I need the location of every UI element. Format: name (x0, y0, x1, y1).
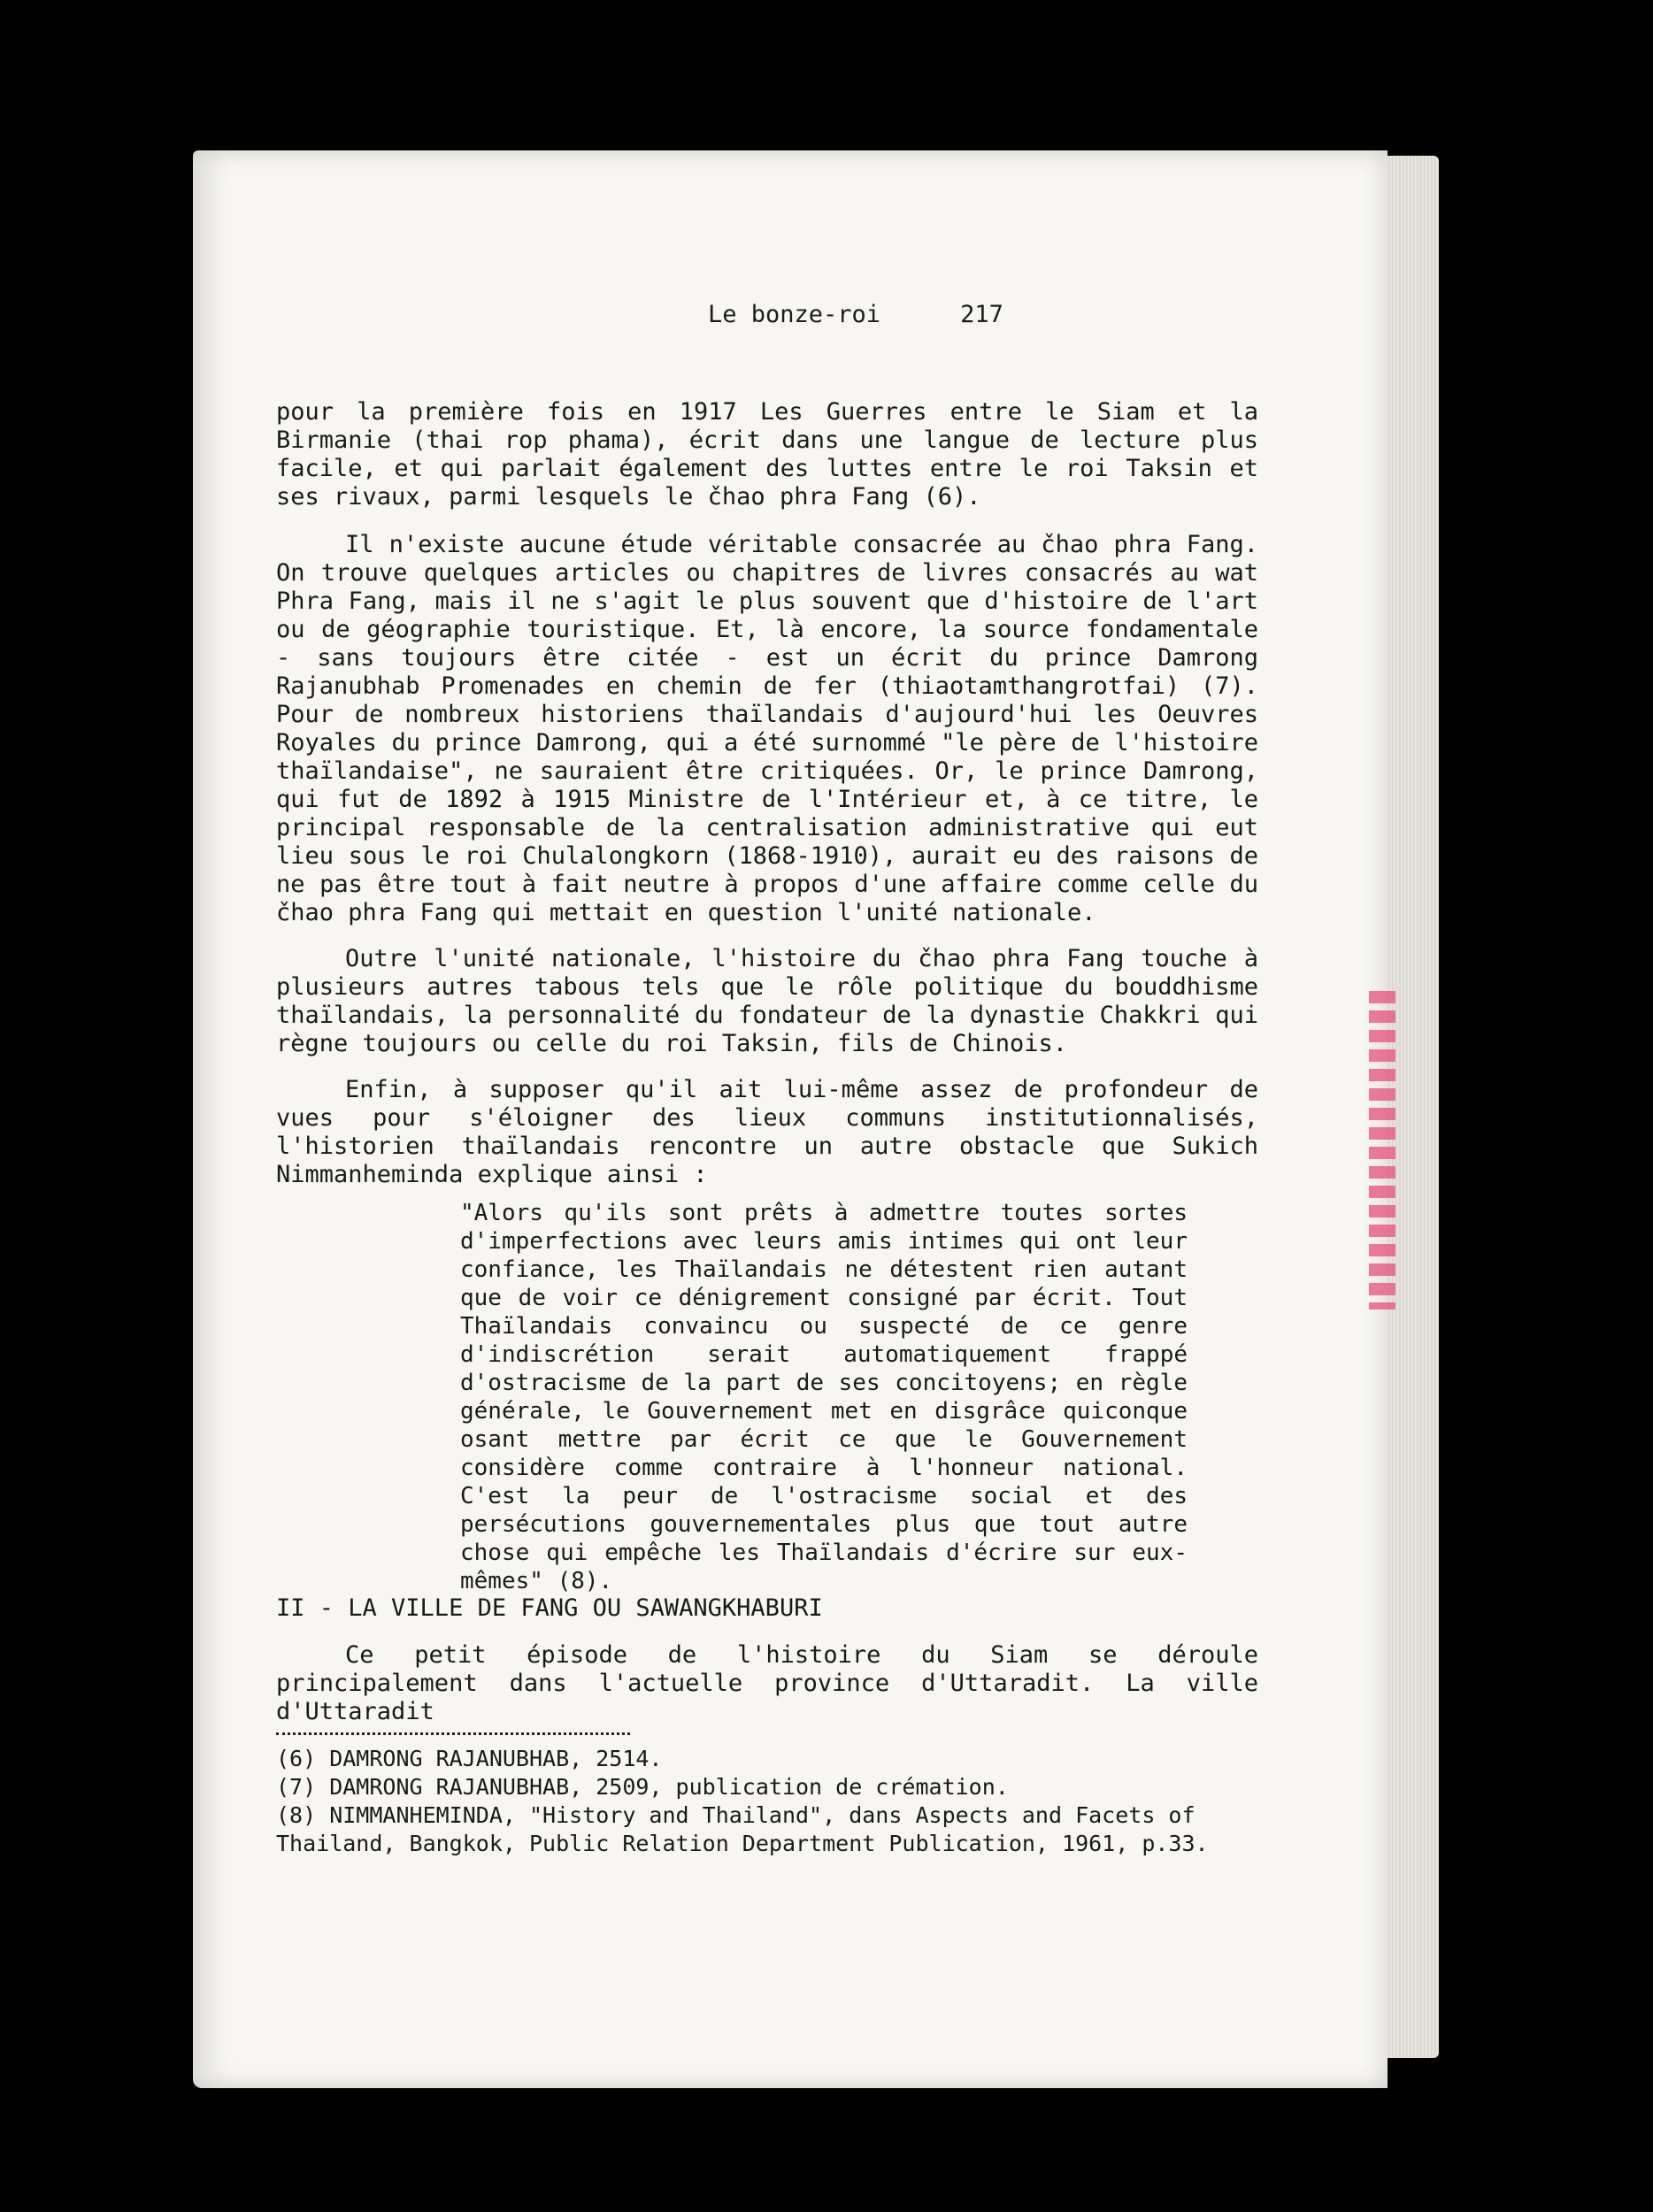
footnote-8: (8) NIMMANHEMINDA, "History and Thailand", dans Aspects and Facets of Thailand, Bangkok, Public Relation Department Publication, 1961, p.33. (276, 1802, 1209, 1856)
paragraph-1 (276, 398, 1258, 511)
paragraph-3 (276, 945, 1258, 1058)
paragraph-text: Ce petit épisode de l'histoire du Siam se déroule principalement dans l'actuelle province d'Uttaradit. La ville d'Uttaradit (276, 1641, 1258, 1725)
footnote-6: (6) DAMRONG RAJANUBHAB, 2514. (276, 1746, 663, 1771)
page-number: 217 (960, 301, 1003, 328)
paragraph-text: Outre l'unité nationale, l'histoire du čhao phra Fang touche à plusieurs autres tabous tels que le rôle politique du bouddhisme thaïlandais, la personnalité du fondateur de la dynastie Chakkri qui règne toujours ou celle du roi Taksin, fils de Chinois. (276, 945, 1258, 1057)
paragraph-text: pour la première fois en 1917 Les Guerres entre le Siam et la Birmanie (thai rop phama), écrit dans une langue de lecture plus facile, et qui parlait également des luttes entre le roi Taksin et ses rivaux, parmi lesquels le čhao phra Fang (6). (276, 398, 1258, 511)
quote-text: "Alors qu'ils sont prêts à admettre toutes sortes d'imperfections avec leurs amis intimes qui ont leur confiance, les Thaïlandais ne détestent rien autant que de voir ce dénigrement consigné par écrit. Tout Thaïlandais convaincu ou suspecté de ce genre d'indiscrétion serait automatiquement frappé d'ostracisme de la part de ses concitoyens; en règle générale, le Gouvernement met en disgrâce quiconque osant mettre par écrit ce que le Gouvernement considère comme contraire à l'honneur national. C'est la peur de l'ostracisme social et des persécutions gouvernementales plus que tout autre chose qui empêche les Thaïlandais d'écrire sur eux-mêmes" (8). (460, 1200, 1188, 1594)
paragraph-4 (276, 1076, 1258, 1189)
running-header (708, 301, 1003, 328)
paragraph-text: Il n'existe aucune étude véritable consacrée au čhao phra Fang. On trouve quelques articles ou chapitres de livres consacrés au wat Phra Fang, mais il ne s'agit le plus souvent que d'histoire de l'art ou de géographie touristique. Et, là encore, la source fondamentale - sans toujours être citée - est un écrit du prince Damrong Rajanubhab Promenades en chemin de fer (thiaotamthangrotfai) (7). Pour de nombreux historiens thaïlandais d'aujourd'hui les Oeuvres Royales du prince Damrong, qui a été surnommé "le père de l'histoire thaïlandaise", ne sauraient être critiquées. Or, le prince Damrong, qui fut de 1892 à 1915 Ministre de l'Intérieur et, à ce titre, le principal responsable de la centralisation administrative qui eut lieu sous le roi Chulalongkorn (1868-1910), aurait eu des raisons de ne pas être tout à fait neutre à propos d'une affaire comme celle du čhao phra Fang qui mettait en question l'unité nationale. (276, 531, 1258, 926)
paragraph-text: Enfin, à supposer qu'il ait lui-même assez de profondeur de vues pour s'éloigner des lieux communs institutionnalisés, l'historien thaïlandais rencontre un autre obstacle que Sukich Nimmanheminda explique ainsi : (276, 1076, 1258, 1188)
footnotes (276, 1745, 1258, 1858)
paragraph-2 (276, 531, 1258, 927)
section-heading: II - LA VILLE DE FANG OU SAWANGKHABURI (276, 1594, 823, 1622)
library-stamp (1369, 991, 1395, 1310)
footnote-divider (276, 1732, 630, 1735)
header-title: Le bonze-roi (708, 301, 881, 328)
footnote-7: (7) DAMRONG RAJANUBHAB, 2509, publication de crémation. (276, 1774, 1009, 1800)
section-paragraph (276, 1641, 1258, 1726)
block-quote (460, 1199, 1188, 1595)
